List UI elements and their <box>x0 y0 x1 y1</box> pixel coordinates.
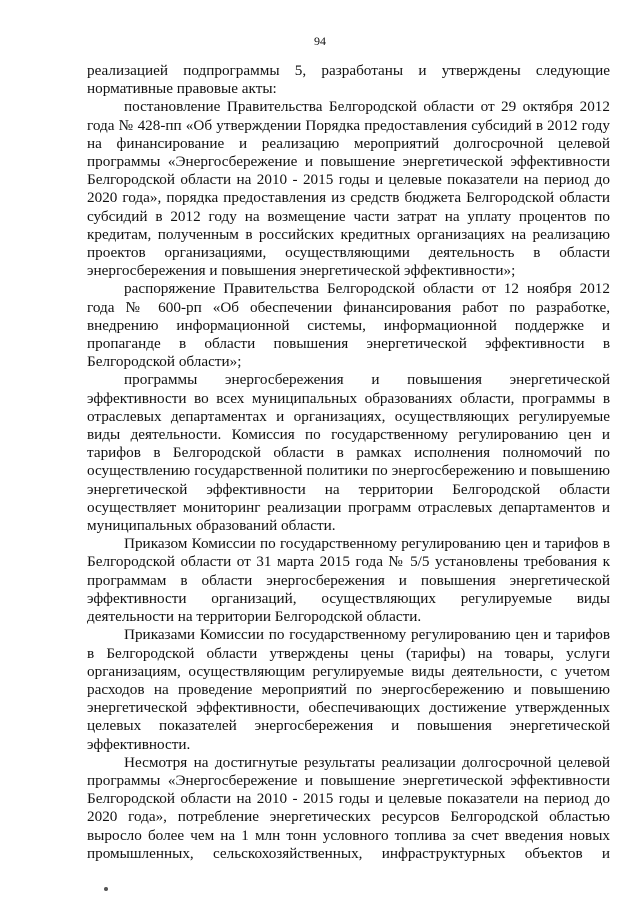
document-body <box>87 62 610 863</box>
paragraph-intro: реализацией подпрограммы 5, разработаны и утверждены следующие нормативные правовые акты: <box>87 62 610 98</box>
paragraph-resolution-428: постановление Правительства Белгородской области от 29 октября 2012 года № 428-пп «Об утверждении Порядка предоставления субсидий в 2012 году на финансирование и реализацию мероприятий долгосрочной целевой программы «Энергосбережение и повышение энергетической эффективности Белгородской области на 2010 - 2015 годы и целевые показатели на период до 2020 года», порядка предоставления из средств бюджета Белгородской области субсидий в 2012 году на возмещение части затрат на уплату процентов по кредитам, полученным в российских кредитных организациях на реализацию проектов организациями, осуществляющими деятельность в области энергосбережения и повышения энергетической эффективности»; <box>87 98 610 280</box>
scan-speck <box>104 887 108 891</box>
paragraph-order-5-5: Приказом Комиссии по государственному регулированию цен и тарифов в Белгородской области от 31 марта 2015 года № 5/5 установлены требования к программам в области энергосбережения и повышения энергетической эффективности организаций, осуществляющих регулируемые виды деятельности на территории Белгородской области. <box>87 535 610 626</box>
page-number: 94 <box>314 34 326 48</box>
paragraph-tariff-orders: Приказами Комиссии по государственному регулированию цен и тарифов в Белгородской области утверждены цены (тарифы) на товары, услуги организациям, осуществляющим регулируемые виды деятельности, с учетом расходов на проведение мероприятий по энергосбережению и повышению энергетической эффективности, обеспечивающих достижение утвержденных целевых показателей энергосбережения и повышения энергетической эффективности. <box>87 626 610 753</box>
paragraph-order-600: распоряжение Правительства Белгородской области от 12 ноября 2012 года № 600-рп «Об обеспечении финансирования работ по разработке, внедрению информационной системы, информационной поддержке и пропаганде в области повышения энергетической эффективности в Белгородской области»; <box>87 280 610 371</box>
paragraph-consumption-growth: Несмотря на достигнутые результаты реализации долгосрочной целевой программы «Энергосбережение и повышение энергетической эффективности Белгородской области на 2010 - 2015 годы и целевые показатели на период до 2020 года», потребление энергетических ресурсов Белгородской областью выросло более чем на 1 млн тонн условного топлива за счет введения новых промышленных, сельскохозяйственных, инфраструктурных объектов и <box>87 753 610 862</box>
paragraph-programs: программы энергосбережения и повышения энергетической эффективности во всех муниципальных образованиях области, программы в отраслевых департаментах и организациях, осуществляющих регулируемые виды деятельности. Комиссия по государственному регулированию цен и тарифов в Белгородской области в рамках исполнения полномочий по осуществлению государственной политики по энергосбережению и повышению энергетической эффективности на территории Белгородской области осуществляет мониторинг реализации программ отраслевых департаментов и муниципальных образований области. <box>87 371 610 535</box>
